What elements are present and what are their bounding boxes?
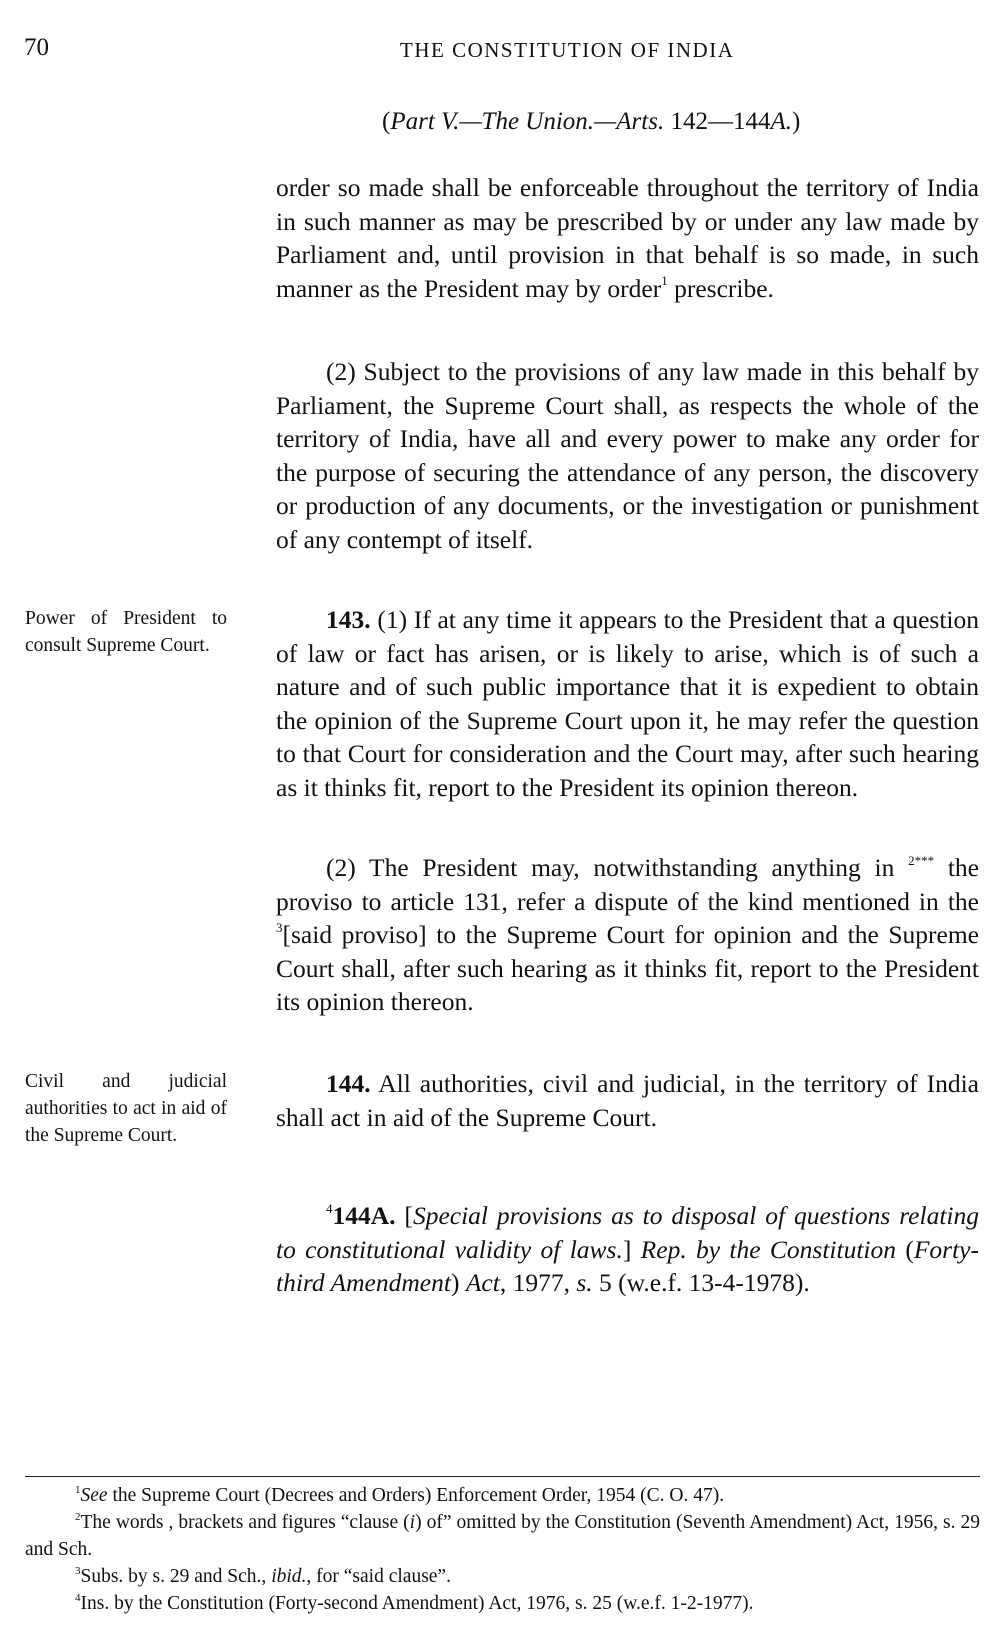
- part-heading-italic: Part V.—The Union.—Arts.: [390, 108, 665, 135]
- art143-clause-1: [276, 603, 979, 805]
- running-head: THE CONSTITUTION OF INDIA: [400, 38, 735, 62]
- footnote-divider: [25, 1476, 980, 1477]
- art142-clause-2: (2) Subject to the provisions of any law made in this behalf by Parliament, the Supreme Court shall, as respects the whole of the territory of India, have all and every power to make any order for the purpose of securing the attendance of any person, the discovery or production of any documents, or the investigation or punishment of any contempt of itself.: [276, 357, 979, 554]
- art143-clause-2-b: the proviso to article 131, refer a dispute of the kind mentioned in the: [276, 853, 979, 916]
- art144a-text: $^4$144A. [Special provisions as to disposal of questions relating to constitutional validity of laws.] Rep. by the Constitution (Forty-third Amendment) Act, 1977, s. 5 (w.e.f. 13-4-1978).: [276, 1200, 979, 1298]
- art144a-number: 144A.: [332, 1201, 396, 1230]
- part-range: 142—144: [670, 108, 771, 135]
- part-heading-suffix: A.: [770, 108, 792, 135]
- art143-clause-1-text: (1) If at any time it appears to the President that a question of law or fact has arisen, or is likely to arise, which is of such a nature and of such public importance that it is expedient to obtain the opinion of the Supreme Court upon it, he may refer the question to that Court for consideration and the Court may, after such hearing as it thinks fit, report to the President its opinion thereon.: [276, 605, 979, 802]
- part-heading: (Part V.—The Union.—Arts. 142—144A.): [382, 108, 801, 135]
- art142-continuation: [276, 171, 979, 305]
- footnotes: [25, 1482, 980, 1617]
- footnote-3: $^3$Subs. by s. 29 and Sch., ibid., for “said clause”.: [75, 1564, 451, 1587]
- footnote-4: $^4$Ins. by the Constitution (Forty-second Amendment) Act, 1976, s. 25 (w.e.f. 1-2-1977).: [75, 1591, 754, 1614]
- art143-clause-2-c: [said proviso] to the Supreme Court for opinion and the Supreme Court shall, after such hearing as it thinks fit, report to the President its opinion thereon.: [276, 920, 979, 1017]
- footnote-ref-4: 4: [326, 1200, 333, 1216]
- art144a-amendment: Forty-third Amendment: [276, 1234, 979, 1298]
- art144a-title: Special provisions as to disposal of questions relating to constitutional validity of laws.: [276, 1201, 979, 1264]
- continuation-text: order so made shall be enforceable throughout the territory of India in such manner as may be prescribed by or under any law made by Parliament and, until provision in that behalf is so made, in such manner as the President may by order: [276, 173, 979, 303]
- footnote-ref-1: 1: [661, 273, 668, 289]
- art144a-rep: Rep. by the Constitution: [640, 1234, 896, 1264]
- footnote-ref-2: 2***: [908, 852, 935, 868]
- footnote-2: $^2$The words , brackets and figures “clause (i) of” omitted by the Constitution (Seventh Amendment) Act, 1956, s. 29 and Sch.: [25, 1510, 980, 1560]
- marginal-note-art143: Power of President to consult Supreme Court.: [25, 608, 227, 656]
- art144-body: All authorities, civil and judicial, in the territory of India shall act in aid of the Supreme Court.: [276, 1069, 979, 1132]
- art143-number: 143.: [326, 605, 371, 634]
- art144-number: 144.: [326, 1069, 371, 1098]
- footnote-1: $^1$See the Supreme Court (Decrees and Orders) Enforcement Order, 1954 (C. O. 47).: [75, 1483, 725, 1506]
- art144a-section: s.: [576, 1268, 593, 1298]
- art144a-act: Act: [465, 1268, 500, 1298]
- page-number: 70: [24, 34, 49, 61]
- art144-text: [276, 1067, 979, 1134]
- marginal-note-art144: Civil and judicial authorities to act in aid of the Supreme Court.: [25, 1071, 227, 1146]
- art143-clause-2-a: (2) The President may, notwithstanding anything in: [326, 853, 909, 882]
- footnote-ref-3: 3: [276, 919, 283, 935]
- continuation-end: prescribe.: [667, 273, 774, 303]
- art143-clause-2: [276, 851, 979, 1019]
